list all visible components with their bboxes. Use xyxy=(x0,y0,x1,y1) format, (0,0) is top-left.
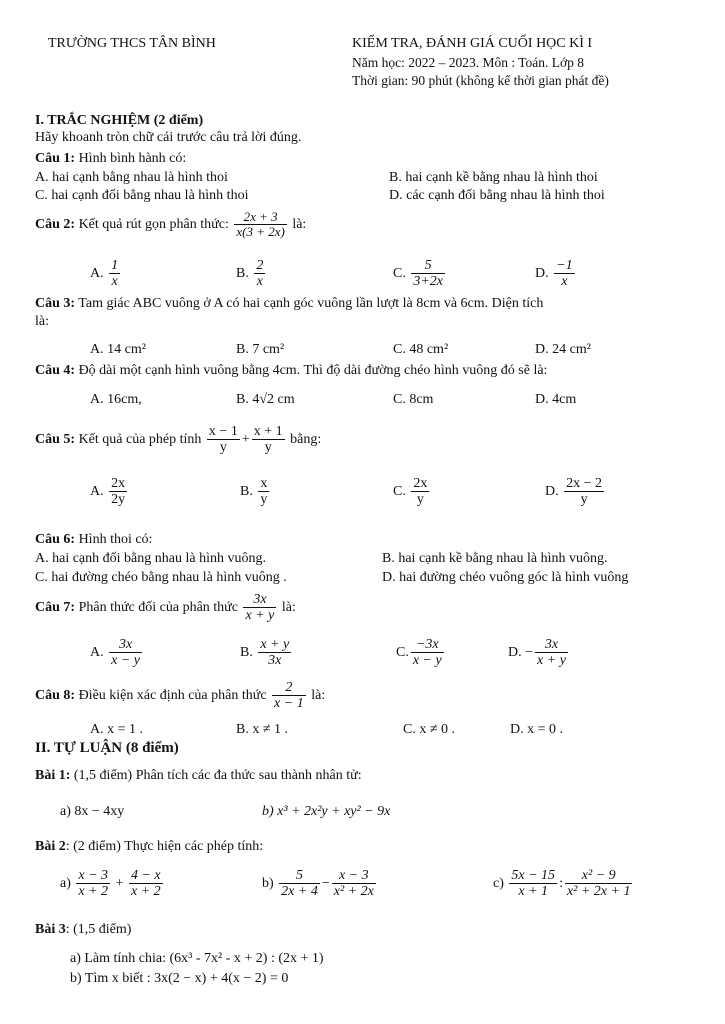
bai1-text: (1,5 điểm) Phân tích các đa thức sau thành nhân tử: xyxy=(70,768,362,783)
q7-a-label: A. xyxy=(90,645,104,661)
q4-option-b[interactable]: B. 4√2 cm xyxy=(236,392,295,407)
bai2-text: : (2 điểm) Thực hiện các phép tính: xyxy=(65,839,264,854)
bai-1 xyxy=(35,768,362,784)
q2-label: Câu 2: xyxy=(35,217,76,233)
q2-frac-num: 2x + 3 xyxy=(234,210,286,225)
q5-d-num: 2x − 2 xyxy=(566,476,603,491)
q2-c-num: 5 xyxy=(411,258,445,274)
bai2-b-n2: x − 3 xyxy=(332,868,376,884)
q1-option-c[interactable]: C. hai cạnh đối bằng nhau là hình thoi xyxy=(35,188,249,203)
bai3-text: : (1,5 điểm) xyxy=(65,922,132,937)
bai1-label: Bài 1: xyxy=(35,768,71,783)
q8-frac-num: 2 xyxy=(272,680,306,696)
q8-frac-den: x − 1 xyxy=(274,696,304,712)
q7-c-label: C. xyxy=(396,645,409,661)
question-5: Câu 5: Kết quả của phép tính $\frac{x - 1}{y}$ + $\frac{x + 1}{y}$ bằng: xyxy=(35,424,322,456)
q1-text: Hình bình hành có: xyxy=(75,151,187,166)
q5-b-label: B. xyxy=(240,484,253,500)
part1-title: I. TRẮC NGHIỆM (2 điểm) xyxy=(35,113,204,128)
q3-option-b[interactable]: B. 7 cm² xyxy=(236,342,285,357)
q2-c-den: 3+2x xyxy=(413,274,444,290)
bai2-part-c xyxy=(493,868,634,900)
q3-option-d[interactable]: D. 24 cm² xyxy=(535,342,591,357)
q5-a-num: 2x xyxy=(111,476,126,491)
bai2-c-d1: x + 1 xyxy=(518,884,549,900)
question-3 xyxy=(35,296,543,312)
q7-b-frac xyxy=(258,637,291,669)
q5-label: Câu 5: xyxy=(35,432,76,448)
q5-a-label: A. xyxy=(90,484,104,500)
q3-text: Tam giác ABC vuông ở A có hai cạnh góc vuông lần lượt là 8cm và 6cm. Diện tích xyxy=(75,296,544,311)
q7-option-b[interactable] xyxy=(240,637,293,669)
bai3-part-a: a) Làm tính chia: (6x³ - 7x² - x + 2) : (2x + 1) xyxy=(70,951,324,966)
bai2-label: Bài 2 xyxy=(35,839,66,854)
bai2-a-frac1 xyxy=(76,868,110,900)
q6-option-c[interactable]: C. hai đường chéo bằng nhau là hình vuông . xyxy=(35,570,287,585)
question-1 xyxy=(35,151,186,167)
q5-frac-1 xyxy=(207,424,240,456)
q7-d-den: x + y xyxy=(537,653,566,669)
question-7 xyxy=(35,592,296,624)
q4-label: Câu 4: xyxy=(35,363,76,378)
q7-option-c[interactable] xyxy=(396,637,446,669)
bai2-a-n2: 4 − x xyxy=(130,868,161,883)
bai3-label: Bài 3 xyxy=(35,922,66,937)
part1-instruction: Hãy khoanh tròn chữ cái trước câu trả lời đúng. xyxy=(35,130,302,145)
q5-n1: x − 1 xyxy=(208,424,238,439)
q1-option-b[interactable]: B. hai cạnh kề bằng nhau là hình thoi xyxy=(389,170,598,185)
q7-d-num: 3x xyxy=(535,637,568,653)
q5-option-c[interactable] xyxy=(393,476,431,508)
q1-option-a[interactable]: A. hai cạnh bằng nhau là hình thoi xyxy=(35,170,228,185)
q3-text-cont: là: xyxy=(35,314,49,329)
question-2 xyxy=(35,210,306,240)
q2-option-a[interactable] xyxy=(90,258,122,290)
q5-n2: x + 1 xyxy=(253,424,283,439)
q6-label: Câu 6: xyxy=(35,532,76,547)
q7-option-a[interactable] xyxy=(90,637,144,669)
q2-a-den: x xyxy=(111,274,118,290)
q2-option-c[interactable] xyxy=(393,258,447,290)
q4-option-c[interactable]: C. 8cm xyxy=(393,392,434,407)
q2-a-label: A. xyxy=(90,266,104,282)
q5-d-label: D. xyxy=(545,484,559,500)
q7-tail: là: xyxy=(281,600,296,616)
q8-option-b[interactable]: B. x ≠ 1 . xyxy=(236,722,289,737)
q2-option-b[interactable] xyxy=(236,258,267,290)
bai2-b-d1: 2x + 4 xyxy=(281,884,318,900)
q2-b-den: x xyxy=(256,274,263,290)
bai2-part-b xyxy=(262,868,378,900)
q8-fraction xyxy=(272,680,306,712)
q2-d-label: D. xyxy=(535,266,549,282)
bai2-a-label: a) xyxy=(60,876,71,892)
q3-label: Câu 3: xyxy=(35,296,76,311)
bai3-part-b: b) Tìm x biết : 3x(2 − x) + 4(x − 2) = 0 xyxy=(70,971,289,986)
q5-b-num: x xyxy=(260,476,268,491)
q4-text: Độ dài một cạnh hình vuông bằng 4cm. Thì độ dài đường chéo hình vuông đó sẽ là: xyxy=(75,363,548,378)
q5-c-num: 2x xyxy=(413,476,428,491)
q7-text: Phân thức đối của phân thức xyxy=(75,600,238,616)
part2-title: II. TỰ LUẬN (8 điểm) xyxy=(35,740,179,756)
q2-c-label: C. xyxy=(393,266,406,282)
q7-a-frac xyxy=(109,637,142,669)
q7-c-num: −3x xyxy=(411,637,444,653)
q7-frac-num: 3x xyxy=(243,592,276,608)
q4-option-a[interactable]: A. 16cm, xyxy=(90,392,142,407)
question-6 xyxy=(35,532,152,548)
q5-b-den: y xyxy=(260,492,268,508)
q7-a-den: x − y xyxy=(111,653,140,669)
bai2-b-op: − xyxy=(321,876,330,892)
q2-b-num: 2 xyxy=(256,258,264,273)
q8-label: Câu 8: xyxy=(35,688,76,704)
bai2-a-d1: x + 2 xyxy=(78,884,109,900)
question-4 xyxy=(35,363,547,379)
q5-option-b[interactable] xyxy=(240,476,271,508)
q2-frac-den: x(3 + 2x) xyxy=(236,224,285,240)
bai2-a-n1: x − 3 xyxy=(78,868,109,883)
q5-frac-2 xyxy=(252,424,285,456)
bai2-a-frac2 xyxy=(129,868,163,900)
q2-a-frac xyxy=(109,258,120,290)
bai2-a-op: + xyxy=(115,876,124,892)
q2-d-num: −1 xyxy=(556,258,573,273)
q2-tail: là: xyxy=(292,217,307,233)
q1-label: Câu 1: xyxy=(35,151,76,166)
bai2-c-n2: x² − 9 xyxy=(565,868,633,884)
q5-a-frac xyxy=(109,476,127,508)
q6-option-a[interactable]: A. hai cạnh đối bằng nhau là hình vuông. xyxy=(35,551,266,566)
q5-option-a[interactable] xyxy=(90,476,129,508)
bai1-part-a: a) 8x − 4xy xyxy=(60,804,125,819)
bai2-b-label: b) xyxy=(262,876,274,892)
q2-text: Kết quả rút gọn phân thức: xyxy=(75,217,229,233)
q2-d-frac xyxy=(554,258,574,290)
q5-d-den: y xyxy=(580,492,588,508)
q5-option-d[interactable] xyxy=(545,476,606,508)
question-8 xyxy=(35,680,325,712)
bai2-b-d2: x² + 2x xyxy=(333,884,374,900)
school-name: TRƯỜNG THCS TÂN BÌNH xyxy=(48,36,216,51)
q7-b-den: 3x xyxy=(268,653,282,669)
bai2-c-frac1 xyxy=(509,868,557,900)
q3-option-a[interactable]: A. 14 cm² xyxy=(90,342,146,357)
exam-title: KIỂM TRA, ĐÁNH GIÁ CUỐI HỌC KÌ I xyxy=(352,36,593,51)
q3-option-c[interactable]: C. 48 cm² xyxy=(393,342,449,357)
q7-b-label: B. xyxy=(240,645,253,661)
q2-c-frac xyxy=(411,258,445,290)
q2-b-frac xyxy=(254,258,265,290)
q2-b-label: B. xyxy=(236,266,249,282)
bai2-c-d2: x² + 2x + 1 xyxy=(566,884,631,900)
q5-d-frac xyxy=(564,476,604,508)
bai2-c-label: c) xyxy=(493,876,504,892)
bai2-b-frac2 xyxy=(332,868,376,900)
q5-d1: y xyxy=(219,440,227,456)
q5-c-label: C. xyxy=(393,484,406,500)
q2-a-num: 1 xyxy=(111,258,119,273)
q5-d2: y xyxy=(264,440,272,456)
q5-text: Kết quả của phép tính xyxy=(75,432,202,448)
bai-3 xyxy=(35,922,131,938)
bai2-part-a xyxy=(60,868,165,900)
q7-c-den: x − y xyxy=(412,653,442,669)
q2-option-d[interactable] xyxy=(535,258,577,290)
q8-text: Điều kiện xác định của phân thức xyxy=(75,688,267,704)
q8-tail: là: xyxy=(311,688,326,704)
school-year: Năm học: 2022 – 2023. Môn : Toán. Lớp 8 xyxy=(352,55,585,70)
exam-duration: Thời gian: 90 phút (không kể thời gian phát đề) xyxy=(352,73,609,88)
q5-a-den: 2y xyxy=(111,492,126,508)
q7-d-frac xyxy=(535,637,568,669)
q7-fraction xyxy=(243,592,276,624)
q7-label: Câu 7: xyxy=(35,600,76,616)
q2-d-den: x xyxy=(561,274,568,290)
bai1-part-b: b) x³ + 2x²y + xy² − 9x xyxy=(262,804,391,819)
bai2-b-n1: 5 xyxy=(279,868,320,884)
q5-tail: bằng: xyxy=(290,432,322,448)
q1-option-d[interactable]: D. các cạnh đối bằng nhau là hình thoi xyxy=(389,188,605,203)
q6-option-d[interactable]: D. hai đường chéo vuông góc là hình vuông xyxy=(382,570,629,585)
q8-option-c[interactable]: C. x ≠ 0 . xyxy=(403,722,456,737)
q7-b-num: x + y xyxy=(260,637,290,652)
q5-c-frac xyxy=(411,476,429,508)
q7-frac-den: x + y xyxy=(245,608,275,624)
q7-c-frac xyxy=(411,637,444,669)
q2-fraction xyxy=(234,210,286,240)
q4-option-d[interactable]: D. 4cm xyxy=(535,392,577,407)
q8-option-a[interactable]: A. x = 1 . xyxy=(90,722,144,737)
q6-text: Hình thoi có: xyxy=(75,532,153,547)
q7-option-d[interactable] xyxy=(508,637,570,669)
q8-option-d[interactable]: D. x = 0 . xyxy=(510,722,564,737)
q7-a-num: 3x xyxy=(109,637,142,653)
bai2-c-n1: 5x − 15 xyxy=(511,868,556,883)
bai2-a-d2: x + 2 xyxy=(130,884,161,900)
bai2-c-op: : xyxy=(559,876,563,892)
q6-option-b[interactable]: B. hai cạnh kề bằng nhau là hình vuông. xyxy=(382,551,608,566)
bai-2 xyxy=(35,839,263,855)
q5-b-frac xyxy=(258,476,269,508)
q7-d-sign: − xyxy=(525,645,534,661)
bai2-b-frac1 xyxy=(279,868,320,900)
bai2-c-frac2 xyxy=(565,868,633,900)
q5-c-den: y xyxy=(416,492,424,508)
q7-d-label: D. xyxy=(508,645,522,661)
